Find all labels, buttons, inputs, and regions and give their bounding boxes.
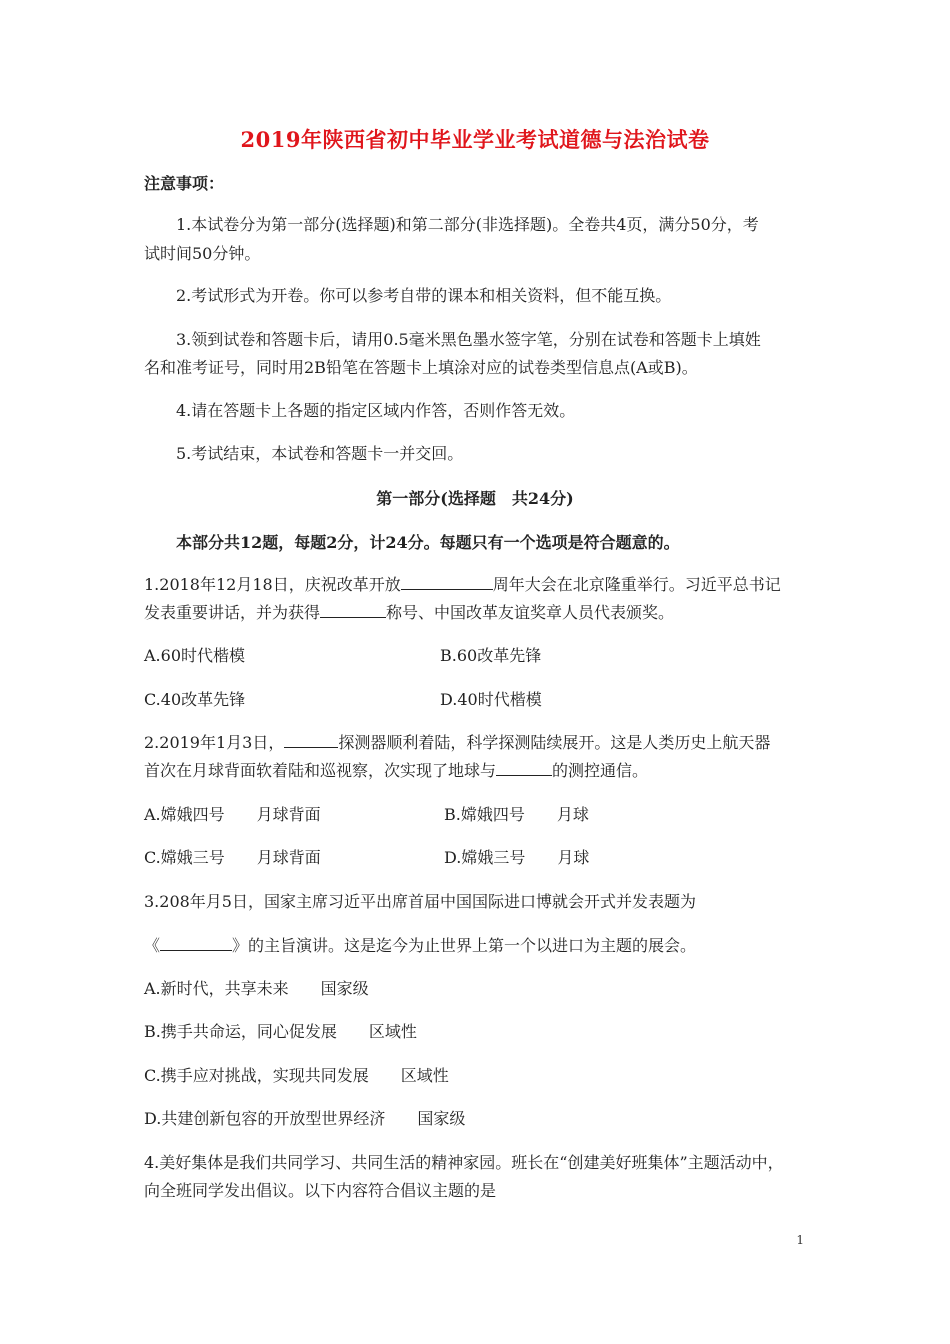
question-2-option-c: C.嫦娥三号 月球背面 [144,848,321,867]
question-2-text-d: 的测控通信。 [552,761,649,780]
answer-blank [320,603,386,618]
note-2: 2.考试形式为开卷。你可以参考自带的课本和相关资料，但不能互换。 [176,286,672,305]
section-instruction: 本部分共12题，每题2分，计24分。每题只有一个选项是符合题意的。 [176,533,680,552]
answer-blank [160,936,232,951]
question-1-option-b: B.60改革先锋 [440,646,542,665]
question-2-line-2 [144,761,648,781]
notes-heading: 注意事项： [144,174,225,193]
question-1-option-c: C.40改革先锋 [144,690,246,709]
answer-blank [496,761,552,776]
question-1-text-c: 发表重要讲话，并为获得 [144,603,321,622]
question-1-option-a: A.60时代楷模 [144,646,246,665]
question-3-text-b: 》的主旨演讲。这是迄今为止世界上第一个以进口为主题的展会。 [232,936,697,955]
question-2-option-b: B.嫦娥四号 月球 [444,805,589,824]
page-number: 1 [796,1233,804,1247]
note-4: 4.请在答题卡上各题的指定区域内作答，否则作答无效。 [176,401,576,420]
question-1-option-d: D.40时代楷模 [440,690,542,709]
note-1-line-1: 1.本试卷分为第一部分(选择题)和第二部分(非选择题)。全卷共4页，满分50分，考 [176,215,759,234]
question-1-line-1 [144,575,781,595]
answer-blank [401,575,493,590]
question-4-line-2: 向全班同学发出倡议。以下内容符合倡议主题的是 [144,1181,497,1200]
note-3-line-2: 名和准考证号，同时用2B铅笔在答题卡上填涂对应的试卷类型信息点(A或B)。 [144,358,698,377]
question-4-line-1: 4.美好集体是我们共同学习、共同生活的精神家园。班长在“创建美好班集体”主题活动中， [144,1153,784,1172]
question-2-option-d: D.嫦娥三号 月球 [444,848,590,867]
exam-title: 2019年陕西省初中毕业学业考试道德与法治试卷 [240,127,710,152]
question-3-option-c: C.携手应对挑战，实现共同发展 区域性 [144,1066,449,1085]
question-3-option-a: A.新时代，共享未来 国家级 [144,979,369,998]
question-3-line-2 [144,936,696,956]
note-1-line-2: 试时间50分钟。 [144,244,261,263]
question-1-line-2 [144,603,674,623]
note-5: 5.考试结束，本试卷和答题卡一并交回。 [176,444,464,463]
question-3-text-a: 《 [144,936,161,955]
question-3-option-b: B.携手共命运，同心促发展 区域性 [144,1022,417,1041]
answer-blank [284,733,338,748]
question-3-option-d: D.共建创新包容的开放型世界经济 国家级 [144,1109,466,1128]
question-2-option-a: A.嫦娥四号 月球背面 [144,805,321,824]
note-3-line-1: 3.领到试卷和答题卡后，请用0.5毫米黑色墨水签字笔，分别在试卷和答题卡上填姓 [176,330,761,349]
question-3-line-1: 3.208年月5日，国家主席习近平出席首届中国国际进口博就会开式并发表题为 [144,892,696,911]
question-1-text-d: 称号、中国改革友谊奖章人员代表颁奖。 [386,603,675,622]
question-1-text-a: 1.2018年12月18日，庆祝改革开放 [144,575,401,594]
section-title: 第一部分(选择题 共24分) [376,489,574,508]
question-2-text-c: 首次在月球背面软着陆和巡视察，次实现了地球与 [144,761,497,780]
question-2-text-b: 探测器顺利着陆，科学探测陆续展开。这是人类历史上航天器 [338,733,771,752]
question-2-line-1 [144,733,770,753]
question-1-text-b: 周年大会在北京隆重举行。习近平总书记 [492,575,781,594]
question-2-text-a: 2.2019年1月3日， [144,733,285,752]
